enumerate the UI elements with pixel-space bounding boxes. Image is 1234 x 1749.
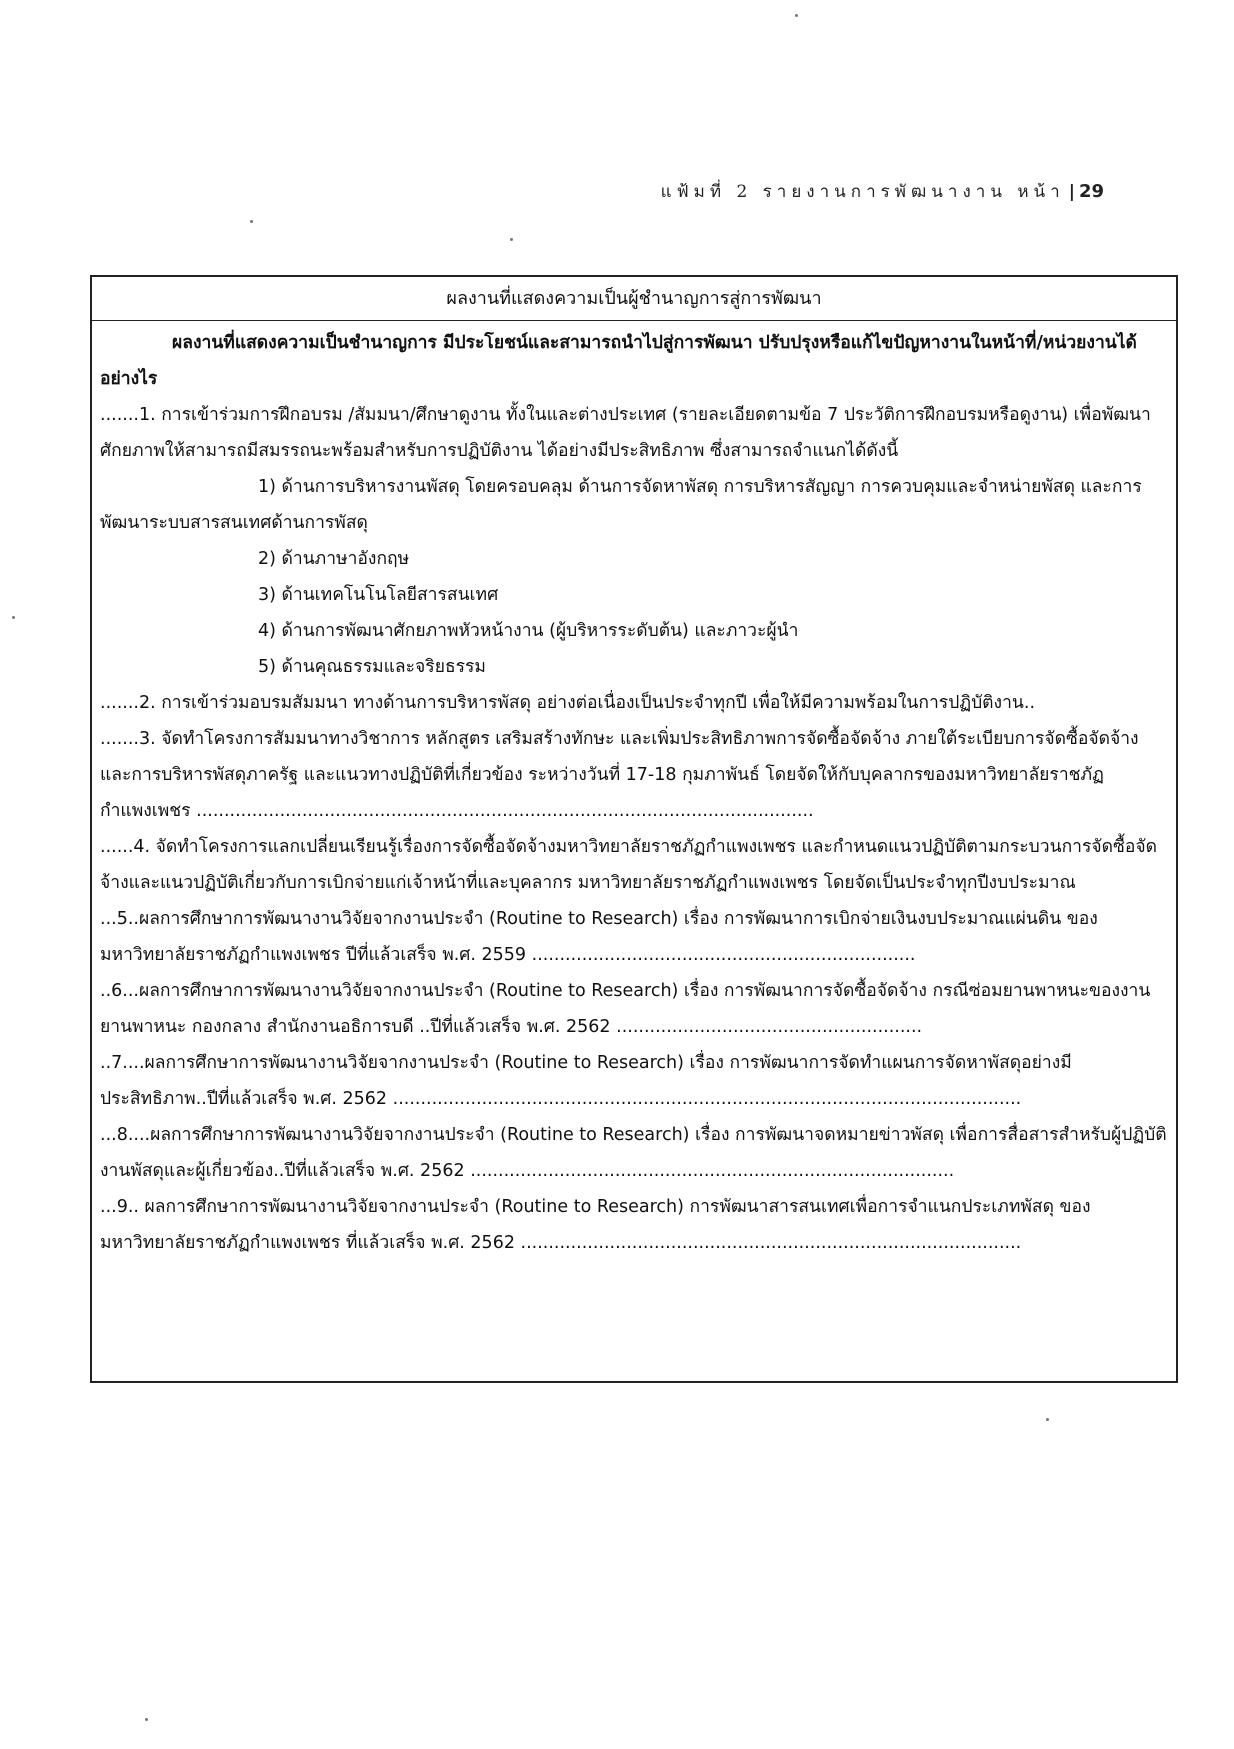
box-body <box>92 321 1176 1261</box>
sub-item-3: 3) ด้านเทคโนโนโลยีสารสนเทศ <box>258 585 499 605</box>
dotted-leader: .......................................................................................... <box>520 1233 1022 1253</box>
sub-item-2: 2) ด้านภาษาอังกฤษ <box>258 549 410 569</box>
dotted-leader: ....................................................................................... <box>470 1161 955 1181</box>
item-1: .......1. การเข้าร่วมการฝึกอบรม /สัมมนา/ศึกษาดูงาน ทั้งในและต่างประเทศ (รายละเอียดตามข้อ 7 ประวัติการฝึกอบรมหรือดูงาน) เพื่อพัฒนาศักยภาพให้สามารถมีสมรรถนะพร้อมสำหรับการปฏิบัติงาน ได้อย่างมีประสิทธิภาพ ซึ่งสามารถจำแนกได้ดังนี้ <box>100 405 1151 461</box>
item-7 <box>100 1045 1170 1117</box>
dotted-leader: ....................................................... <box>616 1017 923 1037</box>
sub-item-1: 1) ด้านการบริหารงานพัสดุ โดยครอบคลุม ด้านการจัดหาพัสดุ การบริหารสัญญา การควบคุมและจำหน่ายพัสดุ และการพัฒนาระบบสารสนเทศด้านการพัสดุ <box>100 477 1142 533</box>
scan-speck <box>795 14 798 17</box>
item-8-text: ...8....ผลการศึกษาการพัฒนางานวิจัยจากงานประจำ (Routine to Research) เรื่อง การพัฒนาจดหมายข่าวพัสดุ เพื่อการสื่อสารสำหรับผู้ปฏิบัติงานพัสดุและผู้เกี่ยวข้อง..ปีที่แล้วเสร็จ พ.ศ. 2562 <box>100 1125 1167 1181</box>
page-header <box>661 178 1104 205</box>
header-text: แฟ้มที่ 2 รายงานการพัฒนางาน หน้า <box>660 182 1065 202</box>
item-9 <box>100 1189 1170 1261</box>
item-6-text: ..6...ผลการศึกษาการพัฒนางานวิจัยจากงานประจำ (Routine to Research) เรื่อง การพัฒนาการจัดซื้อจัดจ้าง กรณีซ่อมยานพาหนะของงานยานพาหนะ กองกลาง สำนักงานอธิการบดี ..ปีที่แล้วเสร็จ พ.ศ. 2562 <box>100 981 1151 1037</box>
scan-speck <box>510 238 513 241</box>
development-results-box <box>90 275 1178 1383</box>
item-2: .......2. การเข้าร่วมอบรมสัมมนา ทางด้านการบริหารพัสดุ อย่างต่อเนื่องเป็นประจำทุกปี เพื่อให้มีความพร้อมในการปฏิบัติงาน.. <box>100 693 1036 713</box>
dotted-leader: ..................................................................... <box>531 945 916 965</box>
item-5 <box>100 901 1170 973</box>
item-9-text: ...9.. ผลการศึกษาการพัฒนางานวิจัยจากงานประจำ (Routine to Research) การพัฒนาสารสนเทศเพื่อการจำแนกประเภทพัสดุ ของมหาวิทยาลัยราชภัฏกำแพงเพชร ที่แล้วเสร็จ พ.ศ. 2562 <box>100 1197 1091 1253</box>
item-6 <box>100 973 1170 1045</box>
scan-speck <box>12 616 15 619</box>
item-3-text: .......3. จัดทำโครงการสัมมนาทางวิชาการ หลักสูตร เสริมสร้างทักษะ และเพิ่มประสิทธิภาพการจัดซื้อจัดจ้าง ภายใต้ระเบียบการจัดซื้อจัดจ้าง และการบริหารพัสดุภาครัฐ และแนวทางปฏิบัติที่เกี่ยวข้อง ระหว่างวันที่ 17-18 กุมภาพันธ์ โดยจัดให้กับบุคลากรของมหาวิทยาลัยราชภัฏกำแพงเพชร <box>100 729 1139 821</box>
item-5-text: ...5..ผลการศึกษาการพัฒนางานวิจัยจากงานประจำ (Routine to Research) เรื่อง การพัฒนาการเบิกจ่ายเงินงบประมาณแผ่นดิน ของมหาวิทยาลัยราชภัฏกำแพงเพชร ปีที่แล้วเสร็จ พ.ศ. 2559 <box>100 909 1098 965</box>
sub-item-5: 5) ด้านคุณธรรมและจริยธรรม <box>258 657 486 677</box>
item-4: ......4. จัดทำโครงการแลกเปลี่ยนเรียนรู้เรื่องการจัดซื้อจัดจ้างมหาวิทยาลัยราชภัฏกำแพงเพชร และกำหนดแนวปฏิบัติตามกระบวนการจัดซื้อจัดจ้างและแนวปฏิบัติเกี่ยวกับการเบิกจ่ายแก่เจ้าหน้าที่และบุคลากร มหาวิทยาลัยราชภัฏกำแพงเพชร โดยจัดเป็นประจำทุกปีงบประมาณ <box>100 837 1158 893</box>
item-3 <box>100 721 1170 829</box>
scan-speck <box>250 220 253 223</box>
scan-speck <box>145 1718 148 1721</box>
sub-item-4: 4) ด้านการพัฒนาศักยภาพหัวหน้างาน (ผู้บริหารระดับต้น) และภาวะผู้นำ <box>258 621 799 641</box>
dotted-leader: ............................................................................................................... <box>196 801 814 821</box>
item-8 <box>100 1117 1170 1189</box>
item-7-text: ..7....ผลการศึกษาการพัฒนางานวิจัยจากงานประจำ (Routine to Research) เรื่อง การพัฒนาการจัดทำแผนการจัดหาพัสดุอย่างมีประสิทธิภาพ..ปีที่แล้วเสร็จ พ.ศ. 2562 <box>100 1053 1072 1109</box>
page-number: 29 <box>1078 181 1104 202</box>
dotted-leader: ................................................................................................................. <box>392 1089 1022 1109</box>
box-title: ผลงานที่แสดงความเป็นผู้ชำนาญการสู่การพัฒนา <box>92 277 1176 321</box>
scan-speck <box>1046 1418 1049 1421</box>
intro-question: ผลงานที่แสดงความเป็นชำนาญการ มีประโยชน์และสามารถนำไปสู่การพัฒนา ปรับปรุงหรือแก้ไขปัญหางานในหน้าที่/หน่วยงานได้อย่างไร <box>100 333 1137 389</box>
header-separator: | <box>1068 182 1075 202</box>
